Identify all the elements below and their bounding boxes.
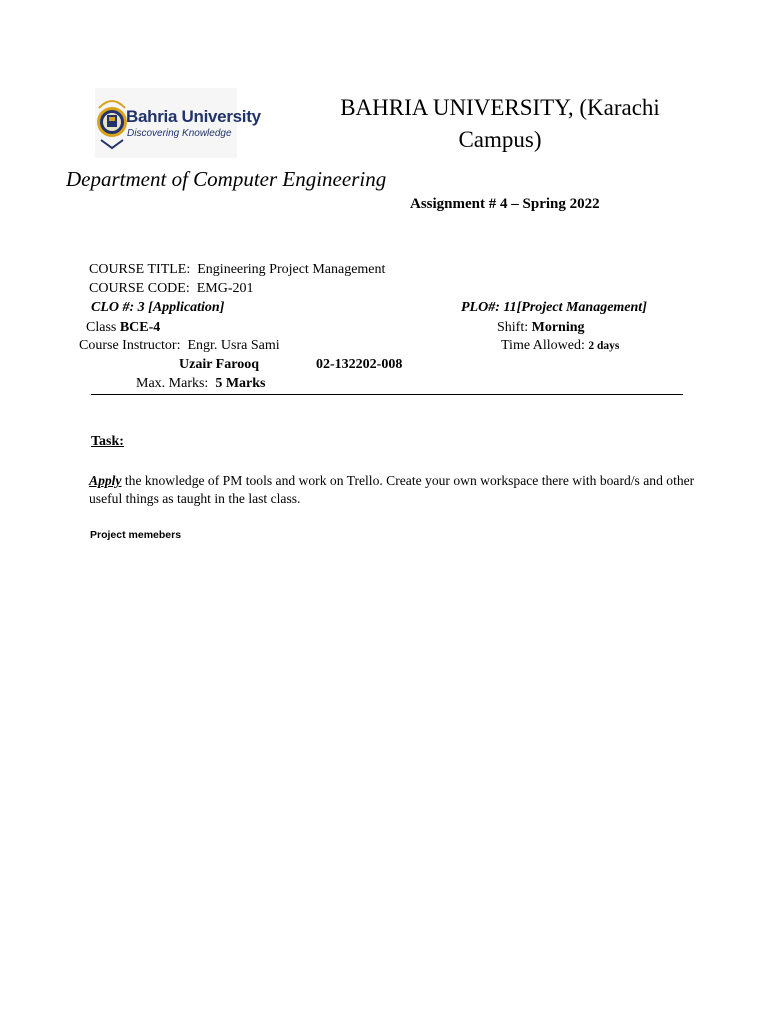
student-id: 02-132202-008: [316, 357, 403, 372]
logo-name: Bahria University: [126, 107, 261, 126]
course-title-row: [89, 262, 385, 278]
logo-tagline: Discovering Knowledge: [127, 128, 232, 139]
instructor-value: Engr. Usra Sami: [187, 338, 280, 353]
class-value: BCE-4: [119, 320, 161, 335]
shift-value: Morning: [531, 320, 585, 335]
course-title-value: Engineering Project Management: [197, 262, 386, 277]
university-title: [310, 92, 690, 156]
university-title-line2: Campus): [458, 127, 542, 152]
student-name: Uzair Farooq: [179, 357, 259, 372]
plo-text: PLO#: 11[Project Management]: [461, 300, 647, 315]
department-title: Department of Computer Engineering: [66, 167, 387, 191]
class-label: Class: [86, 320, 117, 335]
class-row: [86, 320, 160, 336]
shift-label: Shift:: [497, 320, 529, 335]
max-marks-value: 5 Marks: [215, 376, 266, 391]
task-heading: Task:: [91, 434, 124, 449]
instructor-row: [79, 338, 280, 354]
course-code-value: EMG-201: [196, 281, 254, 296]
max-marks-label: Max. Marks:: [136, 376, 209, 391]
max-marks-row: [136, 376, 266, 392]
time-allowed-label: Time Allowed:: [501, 338, 585, 353]
project-members-label: Project memebers: [90, 529, 182, 541]
course-code-label: COURSE CODE:: [89, 281, 190, 296]
shift-row: [497, 320, 585, 336]
clo-text: CLO #: 3 [Application]: [91, 300, 225, 315]
assignment-title: Assignment # 4 – Spring 2022: [410, 196, 600, 212]
time-allowed-value: 2 days: [588, 340, 620, 352]
horizontal-divider: [91, 394, 683, 395]
task-description: [89, 472, 709, 508]
course-code-row: [89, 281, 254, 297]
time-allowed-row: [501, 338, 619, 354]
university-title-line1: BAHRIA UNIVERSITY, (Karachi: [340, 95, 660, 120]
task-text: the knowledge of PM tools and work on Trello. Create your own workspace there with board/s and other useful things as taught in the last class.: [89, 473, 695, 506]
apply-keyword: Apply: [89, 473, 122, 488]
instructor-label: Course Instructor:: [79, 338, 181, 353]
course-title-label: COURSE TITLE:: [89, 262, 191, 277]
